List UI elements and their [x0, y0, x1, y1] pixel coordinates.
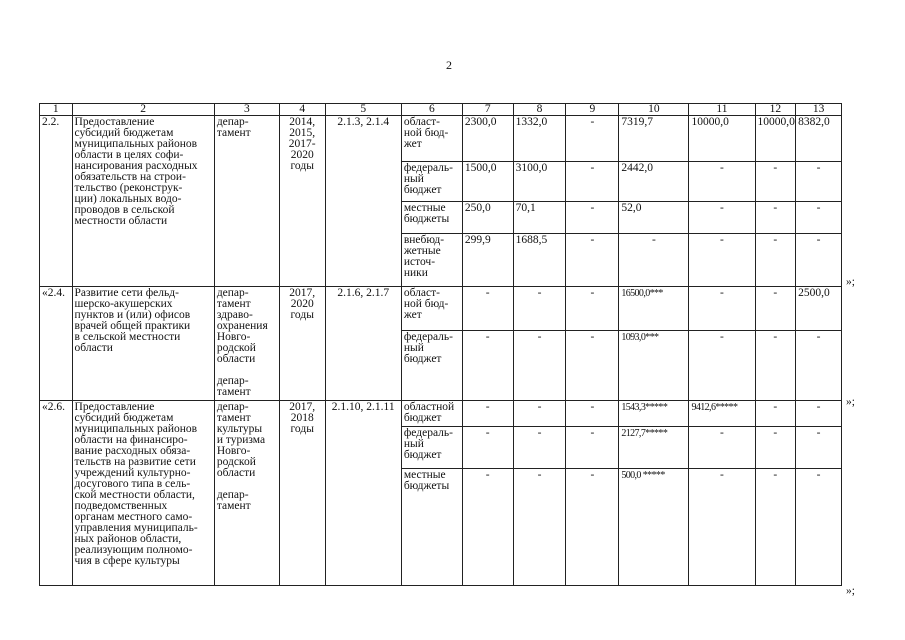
cell-col12: - [755, 162, 796, 202]
item-years: 2017, 2018 годы [279, 401, 325, 586]
header-cell: 10 [619, 104, 689, 116]
cell-col10: - [619, 234, 689, 287]
cell-col13: - [796, 469, 842, 586]
cell-col9: - [566, 401, 619, 427]
cell-col13: - [796, 427, 842, 469]
cell-col11: - [689, 469, 755, 586]
cell-col9: - [566, 469, 619, 586]
cell-col9: - [566, 234, 619, 287]
cell-col10: 2442,0 [619, 162, 689, 202]
header-cell: 13 [796, 104, 842, 116]
cell-col7: - [462, 427, 513, 469]
item-executor: депар- тамент [214, 116, 279, 287]
subsidy-table [39, 103, 842, 586]
closing-quote: »; [846, 396, 855, 408]
cell-col8: - [513, 401, 566, 427]
item-description: Предоставление субсидий бюджетам муниципальных районов области на финансиро- вание расходных обяза- тельств на развитие сети учреждений культурно- досугового типа в сель- ской местности области, подведомственных органам местного само- управления муниципаль- ных районов области, реализующим полномо- чия в сфере культуры [72, 401, 214, 586]
cell-col12: - [755, 234, 796, 287]
cell-col13: 2500,0 [796, 287, 842, 331]
cell-col9: - [566, 427, 619, 469]
header-cell: 1 [40, 104, 73, 116]
table-row [40, 116, 842, 162]
cell-col13: - [796, 401, 842, 427]
cell-col12: - [755, 331, 796, 401]
cell-col7: 299,9 [462, 234, 513, 287]
cell-col10: 1543,3***** [619, 401, 689, 427]
funding-source: федераль- ный бюджет [401, 162, 462, 202]
table-row [40, 401, 842, 427]
cell-col11: 9412,6***** [689, 401, 755, 427]
cell-col7: 2300,0 [462, 116, 513, 162]
item-number: 2.2. [40, 116, 73, 287]
header-cell: 11 [689, 104, 755, 116]
cell-col11: - [689, 287, 755, 331]
cell-col12: - [755, 401, 796, 427]
header-cell: 4 [279, 104, 325, 116]
cell-col11: - [689, 331, 755, 401]
cell-col13: - [796, 202, 842, 234]
cell-col8: - [513, 331, 566, 401]
cell-col11: - [689, 427, 755, 469]
cell-col13: 8382,0 [796, 116, 842, 162]
header-cell: 3 [214, 104, 279, 116]
cell-col10: 2127,7***** [619, 427, 689, 469]
cell-col7: 1500,0 [462, 162, 513, 202]
closing-quote: »; [846, 276, 855, 288]
cell-col10: 52,0 [619, 202, 689, 234]
item-executor: депар- тамент здраво- охранения Новго- родской области депар- тамент [214, 287, 279, 401]
header-row [40, 104, 842, 116]
item-description: Развитие сети фельд- шерско-акушерских пунктов и (или) офисов врачей общей практики в сельской местности области [72, 287, 214, 401]
cell-col9: - [566, 331, 619, 401]
item-codes: 2.1.10, 2.1.11 [325, 401, 401, 586]
cell-col10: 500,0 ***** [619, 469, 689, 586]
header-cell: 7 [462, 104, 513, 116]
header-cell: 6 [401, 104, 462, 116]
cell-col8: - [513, 469, 566, 586]
cell-col10: 1093,0*** [619, 331, 689, 401]
cell-col12: 10000,0 [755, 116, 796, 162]
cell-col13: - [796, 331, 842, 401]
cell-col7: - [462, 331, 513, 401]
funding-source: област- ной бюд- жет [401, 287, 462, 331]
cell-col8: 70,1 [513, 202, 566, 234]
cell-col10: 7319,7 [619, 116, 689, 162]
cell-col9: - [566, 116, 619, 162]
cell-col13: - [796, 234, 842, 287]
item-number: «2.4. [40, 287, 73, 401]
cell-col8: - [513, 287, 566, 331]
cell-col9: - [566, 287, 619, 331]
header-cell: 9 [566, 104, 619, 116]
page-number: 2 [446, 58, 452, 72]
funding-source: местные бюджеты [401, 469, 462, 586]
item-years: 2014, 2015, 2017- 2020 годы [279, 116, 325, 287]
item-number: «2.6. [40, 401, 73, 586]
cell-col13: - [796, 162, 842, 202]
item-codes: 2.1.6, 2.1.7 [325, 287, 401, 401]
cell-col11: 10000,0 [689, 116, 755, 162]
cell-col7: - [462, 469, 513, 586]
header-cell: 12 [755, 104, 796, 116]
cell-col7: - [462, 401, 513, 427]
header-cell: 2 [72, 104, 214, 116]
closing-quote: »; [846, 585, 855, 597]
cell-col7: 250,0 [462, 202, 513, 234]
funding-source: федераль- ный бюджет [401, 427, 462, 469]
item-description: Предоставление субсидий бюджетам муниципальных районов области в целях софи- нансирования расходных обязательств на строи- тельство (реконструк- ции) локальных водо- проводов в сельской местности области [72, 116, 214, 287]
cell-col11: - [689, 202, 755, 234]
cell-col12: - [755, 427, 796, 469]
funding-source: внебюд- жетные источ- ники [401, 234, 462, 287]
cell-col8: 1332,0 [513, 116, 566, 162]
cell-col7: - [462, 287, 513, 331]
cell-col12: - [755, 202, 796, 234]
header-cell: 8 [513, 104, 566, 116]
item-executor: депар- тамент культуры и туризма Новго- родской области депар- тамент [214, 401, 279, 586]
item-codes: 2.1.3, 2.1.4 [325, 116, 401, 287]
funding-source: областной бюджет [401, 401, 462, 427]
header-cell: 5 [325, 104, 401, 116]
cell-col11: - [689, 162, 755, 202]
cell-col11: - [689, 234, 755, 287]
cell-col9: - [566, 162, 619, 202]
cell-col12: - [755, 287, 796, 331]
funding-source: местные бюджеты [401, 202, 462, 234]
table-row [40, 287, 842, 331]
cell-col8: 1688,5 [513, 234, 566, 287]
funding-source: област- ной бюд- жет [401, 116, 462, 162]
cell-col8: 3100,0 [513, 162, 566, 202]
cell-col8: - [513, 427, 566, 469]
funding-source: федераль- ный бюджет [401, 331, 462, 401]
cell-col9: - [566, 202, 619, 234]
cell-col10: 16500,0*** [619, 287, 689, 331]
cell-col12: - [755, 469, 796, 586]
item-years: 2017, 2020 годы [279, 287, 325, 401]
